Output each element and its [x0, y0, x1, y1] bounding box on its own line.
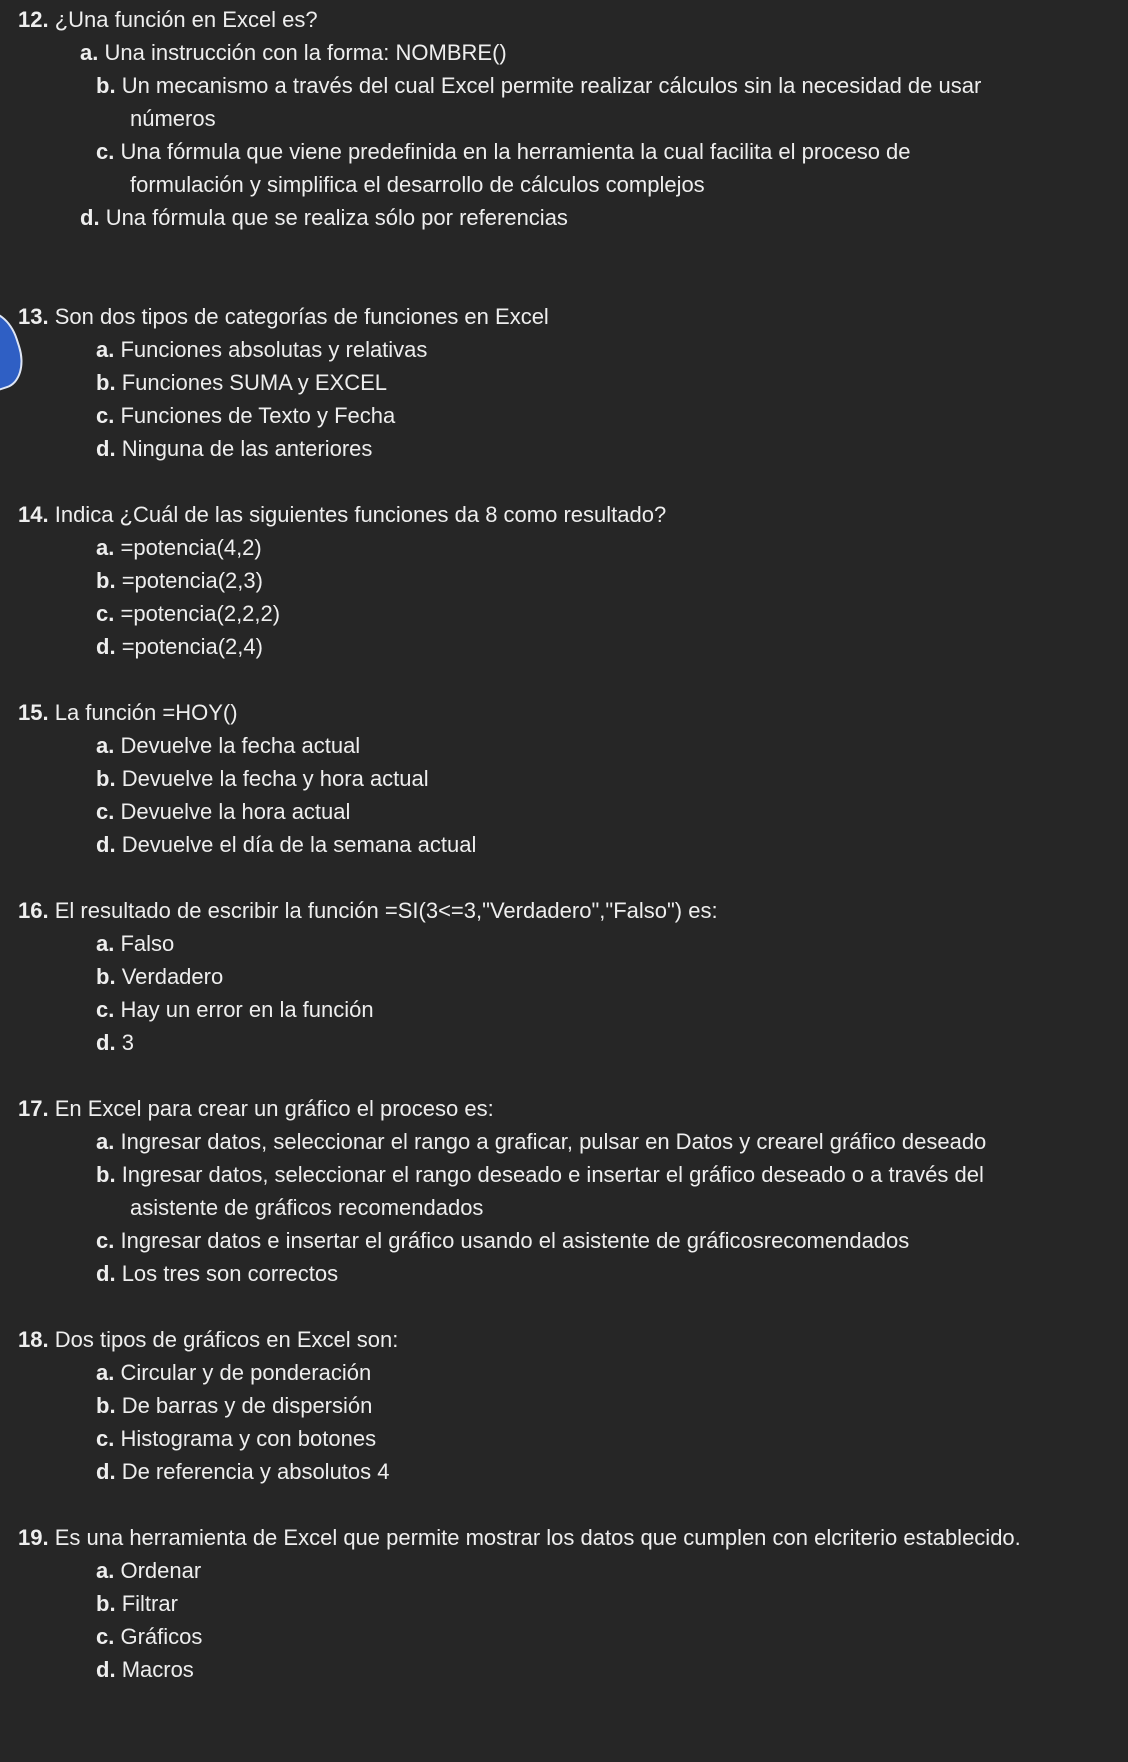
- option-c: [0, 795, 1128, 828]
- question-number: 14.: [18, 502, 49, 527]
- option-text: Devuelve la fecha actual: [120, 733, 361, 758]
- option-text: Un mecanismo a través del cual Excel permite realizar cálculos sin la necesidad de usar números: [121, 73, 982, 131]
- option-text: Los tres son correctos: [121, 1261, 339, 1286]
- question-number: 13.: [18, 304, 49, 329]
- options-list: [0, 531, 1128, 663]
- options-list: [0, 333, 1128, 465]
- question-label: ¿Una función en Excel es?: [54, 7, 318, 32]
- option-letter: a.: [96, 1360, 115, 1385]
- option-letter: d.: [96, 1030, 116, 1055]
- option-text: Devuelve la hora actual: [120, 799, 351, 824]
- question-number: 17.: [18, 1096, 49, 1121]
- option-letter: d.: [96, 1657, 116, 1682]
- option-text: Macros: [121, 1657, 194, 1682]
- option-letter: c.: [96, 1228, 115, 1253]
- option-d: [0, 630, 1128, 663]
- option-d: [0, 1257, 1128, 1290]
- option-letter: c.: [96, 601, 115, 626]
- question-text: [0, 3, 1128, 36]
- option-a: [0, 333, 1128, 366]
- question-label: La función =HOY(): [54, 700, 238, 725]
- option-a: [0, 1554, 1128, 1587]
- option-b: [0, 69, 1128, 135]
- option-a: [0, 729, 1128, 762]
- option-letter: d.: [96, 1459, 116, 1484]
- question-label: Es una herramienta de Excel que permite mostrar los datos que cumplen con elcriterio establecido.: [54, 1525, 1021, 1550]
- option-text: =potencia(4,2): [120, 535, 262, 560]
- question-number: 15.: [18, 700, 49, 725]
- option-letter: d.: [96, 436, 116, 461]
- option-text: Ingresar datos, seleccionar el rango a graficar, pulsar en Datos y crearel gráfico deseado: [120, 1129, 987, 1154]
- option-text: Ordenar: [120, 1558, 202, 1583]
- option-text: Funciones de Texto y Fecha: [120, 403, 396, 428]
- question-19: [0, 1521, 1128, 1686]
- option-letter: d.: [96, 634, 116, 659]
- question-label: En Excel para crear un gráfico el proceso es:: [54, 1096, 494, 1121]
- option-letter: d.: [96, 832, 116, 857]
- option-letter: b.: [96, 1162, 116, 1187]
- option-text: Gráficos: [120, 1624, 203, 1649]
- option-letter: a.: [96, 1558, 115, 1583]
- question-text: [0, 300, 1128, 333]
- option-letter: a.: [96, 733, 115, 758]
- option-b: [0, 1587, 1128, 1620]
- option-a: [0, 927, 1128, 960]
- option-c: [0, 1224, 1128, 1257]
- options-list: [0, 729, 1128, 861]
- option-letter: d.: [80, 205, 100, 230]
- question-label: Son dos tipos de categorías de funciones en Excel: [54, 304, 549, 329]
- option-a: [0, 1125, 1128, 1158]
- option-d: [0, 828, 1128, 861]
- options-list: [0, 1554, 1128, 1686]
- options-list: [0, 927, 1128, 1059]
- question-18: [0, 1323, 1128, 1488]
- option-c: [0, 993, 1128, 1026]
- question-number: 12.: [18, 7, 49, 32]
- option-c: [0, 135, 1128, 201]
- option-text: Hay un error en la función: [120, 997, 374, 1022]
- option-letter: d.: [96, 1261, 116, 1286]
- question-number: 18.: [18, 1327, 49, 1352]
- question-14: [0, 498, 1128, 663]
- option-d: [0, 432, 1128, 465]
- option-c: [0, 1620, 1128, 1653]
- option-text: Funciones absolutas y relativas: [120, 337, 428, 362]
- option-letter: b.: [96, 568, 116, 593]
- question-13: [0, 300, 1128, 465]
- question-label: El resultado de escribir la función =SI(3<=3,"Verdadero","Falso") es:: [54, 898, 718, 923]
- option-a: [0, 531, 1128, 564]
- question-label: Dos tipos de gráficos en Excel son:: [54, 1327, 399, 1352]
- option-text: Funciones SUMA y EXCEL: [121, 370, 388, 395]
- option-c: [0, 597, 1128, 630]
- option-b: [0, 564, 1128, 597]
- option-b: [0, 1158, 1128, 1224]
- option-text: =potencia(2,3): [121, 568, 263, 593]
- options-list: [0, 1356, 1128, 1488]
- option-c: [0, 399, 1128, 432]
- option-letter: a.: [96, 337, 115, 362]
- option-b: [0, 366, 1128, 399]
- question-12: [0, 3, 1128, 234]
- option-letter: c.: [96, 997, 115, 1022]
- question-text: [0, 1323, 1128, 1356]
- option-letter: b.: [96, 1591, 116, 1616]
- option-b: [0, 960, 1128, 993]
- option-letter: b.: [96, 766, 116, 791]
- option-text: Falso: [120, 931, 175, 956]
- option-a: [0, 1356, 1128, 1389]
- option-text: Una fórmula que viene predefinida en la herramienta la cual facilita el proceso de formulación y simplifica el desarrollo de cálculos complejos: [120, 139, 911, 197]
- option-text: Una fórmula que se realiza sólo por referencias: [105, 205, 568, 230]
- question-text: [0, 498, 1128, 531]
- option-text: =potencia(2,2,2): [120, 601, 281, 626]
- option-text: Una instrucción con la forma: NOMBRE(): [104, 40, 507, 65]
- question-number: 16.: [18, 898, 49, 923]
- question-text: [0, 1092, 1128, 1125]
- option-d: [0, 201, 1128, 234]
- option-a: [0, 36, 1128, 69]
- option-text: Circular y de ponderación: [120, 1360, 372, 1385]
- question-15: [0, 696, 1128, 861]
- option-letter: a.: [80, 40, 99, 65]
- option-text: De barras y de dispersión: [121, 1393, 373, 1418]
- option-letter: c.: [96, 799, 115, 824]
- option-letter: c.: [96, 1624, 115, 1649]
- option-b: [0, 1389, 1128, 1422]
- option-text: Verdadero: [121, 964, 224, 989]
- option-letter: b.: [96, 370, 116, 395]
- question-17: [0, 1092, 1128, 1290]
- quiz-document: [0, 3, 1128, 1719]
- option-text: =potencia(2,4): [121, 634, 263, 659]
- question-number: 19.: [18, 1525, 49, 1550]
- option-letter: b.: [96, 73, 116, 98]
- option-text: Devuelve la fecha y hora actual: [121, 766, 429, 791]
- option-letter: b.: [96, 964, 116, 989]
- question-text: [0, 696, 1128, 729]
- option-text: 3: [121, 1030, 134, 1055]
- option-b: [0, 762, 1128, 795]
- option-letter: c.: [96, 139, 115, 164]
- option-letter: c.: [96, 403, 115, 428]
- options-list: [0, 1125, 1128, 1290]
- option-text: Ingresar datos e insertar el gráfico usando el asistente de gráficosrecomendados: [120, 1228, 910, 1253]
- option-letter: c.: [96, 1426, 115, 1451]
- option-d: [0, 1455, 1128, 1488]
- option-text: Histograma y con botones: [120, 1426, 377, 1451]
- question-16: [0, 894, 1128, 1059]
- option-text: Devuelve el día de la semana actual: [121, 832, 477, 857]
- option-d: [0, 1026, 1128, 1059]
- question-text: [0, 1521, 1128, 1554]
- question-label: Indica ¿Cuál de las siguientes funciones da 8 como resultado?: [54, 502, 667, 527]
- option-c: [0, 1422, 1128, 1455]
- option-letter: a.: [96, 1129, 115, 1154]
- option-text: Filtrar: [121, 1591, 178, 1616]
- options-list: [0, 36, 1128, 234]
- question-text: [0, 894, 1128, 927]
- option-text: Ingresar datos, seleccionar el rango deseado e insertar el gráfico deseado o a través del asistente de gráficos recomendados: [121, 1162, 984, 1220]
- option-text: De referencia y absolutos 4: [121, 1459, 390, 1484]
- option-letter: b.: [96, 1393, 116, 1418]
- option-letter: a.: [96, 535, 115, 560]
- option-letter: a.: [96, 931, 115, 956]
- option-text: Ninguna de las anteriores: [121, 436, 373, 461]
- option-d: [0, 1653, 1128, 1686]
